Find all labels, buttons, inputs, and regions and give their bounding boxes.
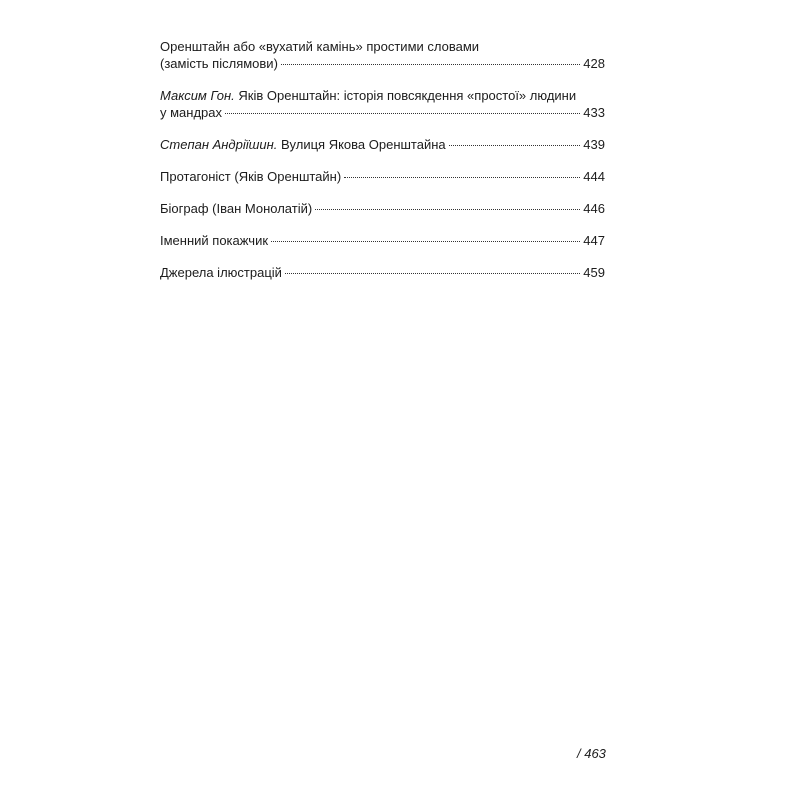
toc-entry: [160, 38, 605, 72]
toc-entry: [160, 264, 605, 281]
toc-entry-title: Протагоніст (Яків Оренштайн): [160, 169, 342, 184]
toc-page-number: 446: [583, 201, 605, 216]
toc-page-number: 444: [583, 169, 605, 184]
toc-entry-title: (замість післямови): [160, 56, 278, 71]
toc-page-number: 447: [583, 233, 605, 248]
dot-leader: [281, 64, 580, 65]
toc-entry-author: Максим Гон.: [160, 88, 235, 103]
toc-page-number: 428: [583, 56, 605, 71]
table-of-contents: [160, 38, 605, 296]
toc-entry: [160, 87, 605, 121]
dot-leader: [315, 209, 580, 210]
toc-entry-title: Біограф (Іван Монолатій): [160, 201, 313, 216]
dot-leader: [285, 273, 580, 274]
toc-entry-line: [160, 200, 605, 217]
toc-entry-line: [160, 136, 605, 153]
toc-entry-line: [160, 104, 605, 121]
toc-entry-line: [160, 55, 605, 72]
toc-entry-author: Степан Андріїшин.: [160, 137, 278, 152]
toc-entry: [160, 200, 605, 217]
toc-entry-title-line2: у мандрах: [160, 105, 223, 120]
toc-entry-title: Джерела ілюстрацій: [160, 265, 282, 280]
toc-entry-title: Вулиця Якова Оренштайна: [277, 137, 446, 152]
toc-entry-line: [160, 168, 605, 185]
toc-entry: [160, 168, 605, 185]
toc-entry-title-line1: Оренштайн або «вухатий камінь» простими словами: [160, 39, 480, 54]
dot-leader: [225, 113, 580, 114]
dot-leader: [449, 145, 581, 146]
toc-entry-title: Яків Оренштайн: історія повсякдення «простої» людини: [234, 88, 577, 103]
toc-entry-title-line1: [160, 87, 605, 104]
toc-entry: [160, 136, 605, 153]
toc-entry-line: [160, 264, 605, 281]
toc-entry-title: Іменний покажчик: [160, 233, 269, 248]
toc-entry: [160, 232, 605, 249]
dot-leader: [271, 241, 580, 242]
toc-entry-line: [160, 232, 605, 249]
toc-page-number: 459: [583, 265, 605, 280]
page-number-folio: / 463: [577, 746, 606, 761]
toc-page-number: 433: [583, 105, 605, 120]
dot-leader: [344, 177, 580, 178]
toc-page-number: 439: [583, 137, 605, 152]
